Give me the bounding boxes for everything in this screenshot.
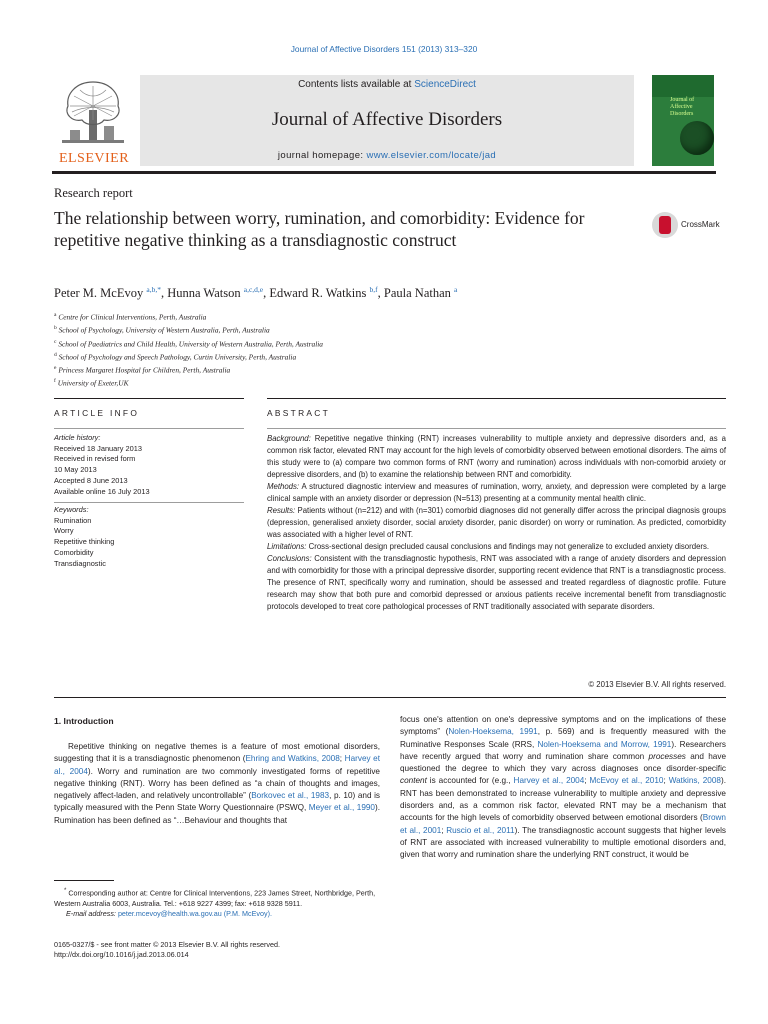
keyword[interactable]: Repetitive thinking (54, 537, 115, 547)
body-text: ). Rumination has been defined as “…Behaviour and thoughts that (54, 803, 380, 825)
citation-link[interactable]: Ruscio et al., 2011 (446, 825, 515, 835)
affiliation-item: $^a$ Centre for Clinical Interventions, Perth, Australia (54, 312, 207, 322)
issn-line: 0165-0327/$ - see front matter © 2013 Elsevier B.V. All rights reserved. (54, 940, 280, 949)
page-footer (54, 940, 384, 961)
history-line: Available online 16 July 2013 (54, 486, 150, 496)
body-text: is accounted for (e.g., (426, 776, 514, 786)
body-text: ; (663, 776, 669, 786)
abstract-divider (267, 428, 726, 429)
journal-citation[interactable]: Journal of Affective Disorders 151 (2013) 313–320 (290, 44, 478, 54)
citation-link[interactable]: Brown et al., 2001 (400, 813, 726, 835)
citation-link[interactable]: Borkovec et al., 1983 (251, 791, 330, 801)
email-link[interactable]: peter.mcevoy@health.wa.gov.au (P.M. McEvoy). (117, 908, 272, 918)
abstract-methods: Methods: A structured diagnostic interview and measures of rumination, worry, anxiety, and depression were completed by a large clinical sample with an anxiety disorder or depression (N=513) presenting at a community mental health clinic. (267, 482, 726, 503)
journal-header (140, 75, 634, 166)
homepage-link[interactable]: www.elsevier.com/locate/jad (366, 150, 497, 161)
crossmark-bookmark (659, 216, 671, 234)
author-name[interactable]: Hunna Watson (167, 286, 241, 301)
body-text: ; (441, 825, 447, 835)
footnote-address: * Corresponding author at: Centre for Clinical Interventions, 223 James Street, Northbridge, Perth, Western Australia 6003, Australia. Tel.: +618 9227 4399; fax: +618 9328 5911. (54, 888, 376, 908)
contents-line (140, 79, 634, 90)
keywords-divider (54, 502, 244, 503)
affiliation-item: $^c$ School of Paediatrics and Child Health, University of Western Australia, Perth, Australia (54, 338, 323, 348)
introduction-heading: 1. Introduction (54, 716, 114, 726)
info-top-rule (54, 398, 244, 399)
cover-graphic (680, 121, 714, 155)
corresponding-author-footnote (54, 886, 380, 919)
body-text: and have questioned the degree to which they vary across diagnoses once disorder-specific (400, 751, 726, 774)
abstract-top-rule (267, 398, 726, 399)
intro-left-column (54, 741, 380, 827)
history-line: Accepted 8 June 2013 (54, 475, 128, 485)
citation-link[interactable]: Watkins, 2008 (668, 776, 721, 786)
affiliation-item: $^e$ Princess Margaret Hospital for Children, Perth, Australia (54, 365, 231, 375)
footnote-email: E-mail address: peter.mcevoy@health.wa.gov.au (P.M. McEvoy). (66, 908, 272, 918)
author-affiliation-marks[interactable]: b,f (369, 285, 378, 294)
author-list: Peter M. McEvoy $^{a,b,*}$, Hunna Watson $^{a,c,d,e}$, Edward R. Watkins $^{b,f}$, Paula Nathan $^a$ (54, 285, 458, 301)
intro-right-column (400, 714, 726, 862)
elsevier-wordmark: ELSEVIER (58, 151, 130, 166)
abstract-results: Results: Patients without (n=212) and with (n=301) comorbid diagnoses did not generally differ across the principal diagnosis groups (depression, generalised anxiety disorder, social anxiety disorder, panic disorder) on worry or rumination. As predicted, comorbidity was associated with a higher level of RNT. (267, 506, 726, 539)
citation-link[interactable]: Harvey et al., 2004 (513, 776, 585, 786)
author-affiliation-marks[interactable]: a,c,d,e (243, 285, 264, 294)
body-text: ). The transdiagnostic account suggests that higher levels of RNT are associated with increased vulnerability to multiple emotional disorders and, given that worry and rumination share the underlying RNT construct, it would be (400, 825, 726, 860)
abstract-bottom-rule (54, 697, 726, 698)
keyword[interactable]: Rumination (54, 515, 92, 525)
elsevier-logo[interactable] (52, 76, 134, 166)
article-history (54, 433, 244, 497)
author-affiliation-marks[interactable]: a (454, 285, 458, 294)
keywords-label: Keywords: (54, 505, 89, 514)
sciencedirect-link[interactable]: ScienceDirect (414, 79, 476, 90)
citation-link[interactable]: Nolen-Hoeksema, 1991 (448, 727, 538, 737)
body-text: , p. 10) and is typically measured with the Penn State Worry Questionnaire (PSWQ, (54, 791, 381, 813)
abstract-copyright: © 2013 Elsevier B.V. All rights reserved. (588, 680, 726, 689)
abstract-body (267, 433, 726, 613)
journal-title: Journal of Affective Disorders (271, 109, 503, 130)
article-title: The relationship between worry, rumination, and comorbidity: Evidence for repetitive negative thinking as a transdiagnostic construct (54, 208, 585, 250)
contents-prefix: Contents lists available at (298, 79, 415, 90)
crossmark-button[interactable] (652, 212, 734, 242)
body-text: Repetitive thinking on negative themes is a feature of most emotional disorders, suggesting that it is a transdiagnostic phenomenon ( (54, 742, 380, 764)
elsevier-tree-icon (58, 76, 128, 150)
body-text: ). RNT has been demonstrated to increase vulnerability to multiple anxiety and depressive disorders and, as a common risk factor, elevated RNT may be a mechanism that accounts for the high levels of comorbidity observed between emotional disorders ( (400, 776, 726, 823)
abstract-background: Background: Repetitive negative thinking (RNT) increases vulnerability to multiple anxiety and depressive disorders and, as a common risk factor, elevated RNT may account for the high levels of comorbidity observed between emotional disorders. The aims of this study were to (a) compare two common forms of RNT (worry and rumination) across individuals with non-comorbid anxiety or depressive disorders, and (b) to examine the relationship between RNT and comorbidity. (267, 434, 726, 479)
info-divider (54, 428, 244, 429)
body-text: focus one's attention on one's depressive symptoms and on the implications of these symptoms” ( (400, 715, 726, 737)
body-text: ; (584, 776, 590, 786)
keyword[interactable]: Comorbidity (54, 547, 94, 557)
abstract-limitations: Limitations: Cross-sectional design precluded causal conclusions and findings may not generalize to excluded anxiety disorders. (267, 542, 710, 551)
citation-link[interactable]: Meyer et al., 1990 (308, 803, 375, 813)
homepage-prefix: journal homepage: (277, 150, 367, 161)
keyword[interactable]: Worry (54, 526, 74, 536)
body-text: content (400, 776, 427, 786)
journal-cover-image[interactable] (652, 75, 714, 166)
body-text: ). Worry and rumination are two commonly investigated forms of repetitive negative thinking (RNT). Worry has been defined as “a chain of thoughts and images, negatively affect-laden, and relatively uncontrollable” ( (54, 766, 380, 801)
history-line: Received in revised form (54, 454, 136, 464)
abstract-conclusions: Conclusions: Consistent with the transdiagnostic hypothesis, RNT was associated with a range of anxiety disorders and depression and with comorbidity for those with a principal depressive disorder, supporting recent evidence that RNT is a transdiagnostic process. The presence of RNT, specifically worry and rumination, should be assessed and treated regardless of diagnostic profile. Future research may show that both pure and comorbid depressed or anxious patients receive incremental benefit from transdiagnostic protocols developed to treat core pathological processes of RNT traditionally associated with separate disorders. (267, 554, 726, 611)
citation-link[interactable]: McEvoy et al., 2010 (589, 776, 664, 786)
author-name[interactable]: Peter M. McEvoy (54, 286, 144, 301)
author-name[interactable]: Edward R. Watkins (269, 286, 367, 301)
journal-homepage (140, 150, 634, 161)
citation-link[interactable]: Harvey et al., 2004 (54, 754, 380, 776)
body-text: processes (648, 751, 686, 761)
keyword[interactable]: Transdiagnostic (54, 558, 106, 568)
body-text: ). Researchers have recently argued that worry and rumination share common (400, 739, 726, 761)
abstract-heading: ABSTRACT (267, 408, 331, 418)
body-text: ; (339, 754, 345, 764)
header-divider (52, 171, 716, 174)
history-line: 10 May 2013 (54, 465, 97, 475)
cover-title: Journal of Affective Disorders (670, 97, 695, 117)
doi-link[interactable]: http://dx.doi.org/10.1016/j.jad.2013.06.014 (54, 950, 189, 960)
history-line: Received 18 January 2013 (54, 443, 142, 453)
article-info-heading: ARTICLE INFO (54, 408, 140, 418)
crossmark-icon (652, 212, 678, 238)
citation-link[interactable]: Nolen-Hoeksema and Morrow, 1991 (537, 739, 672, 749)
affiliation-item: $^b$ School of Psychology, University of Western Australia, Perth, Australia (54, 325, 270, 335)
crossmark-label: CrossMark (681, 220, 720, 229)
body-text: , p. 569) and is frequently measured with the Ruminative Responses Scale (RRS, (400, 727, 726, 749)
citation-link[interactable]: Ehring and Watkins, 2008 (245, 754, 340, 764)
affiliations (54, 310, 654, 390)
author-name[interactable]: Paula Nathan (383, 286, 451, 301)
footnote-rule (54, 880, 114, 881)
keywords (54, 505, 244, 569)
article-type: Research report (54, 186, 133, 200)
history-label: Article history: (54, 433, 101, 442)
cover-band (652, 75, 714, 97)
affiliation-item: $^f$ University of Exeter,UK (54, 378, 129, 388)
author-affiliation-marks[interactable]: a,b,* (146, 285, 161, 294)
affiliation-item: $^d$ School of Psychology and Speech Pathology, Curtin University, Perth, Australia (54, 351, 297, 362)
